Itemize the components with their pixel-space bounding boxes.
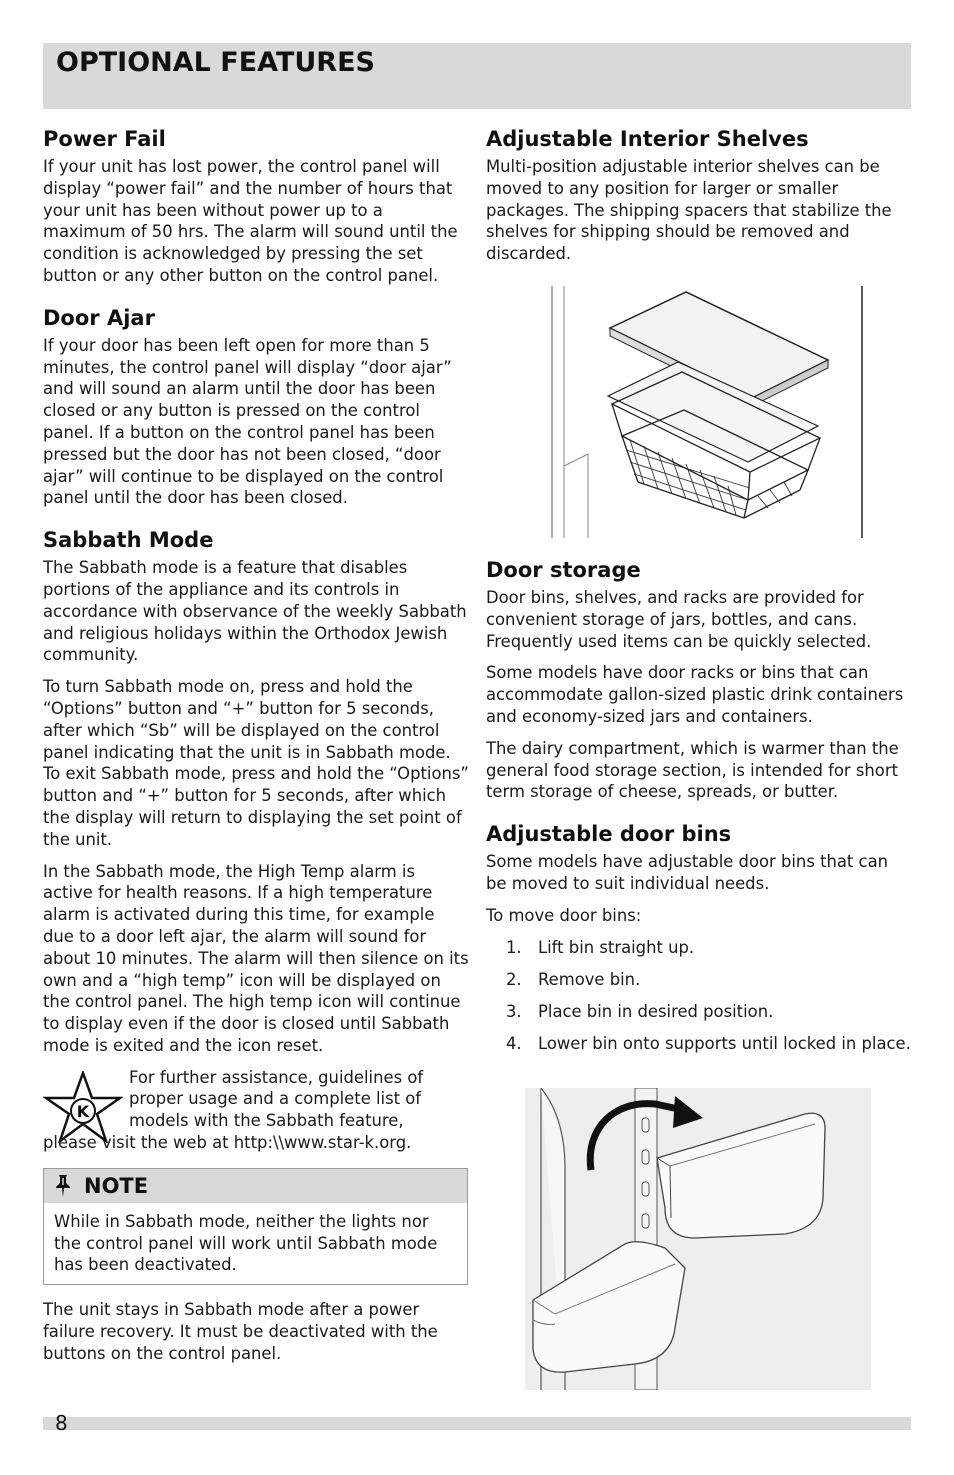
sabbath-p3: In the Sabbath mode, the High Temp alarm is active for health reasons. If a high temperature alarm is activated during this time, for example due to a door left ajar, the alarm will sound for about 10 minutes. The alarm will then silence on its own and a “high temp” icon will be displayed on the control panel. The high temp icon will continue to display even if the door is closed until Sabbath mode is exited and the icon reset. (43, 861, 469, 1055)
door-storage-p2: Some models have door racks or bins that can accommodate gallon-sized plastic drink containers and economy-sized jars and containers. (486, 663, 904, 726)
note-label: NOTE (84, 1173, 149, 1198)
right-column-lower (486, 553, 911, 1065)
list-item: 2. Remove bin. (506, 969, 641, 989)
shelves-illustration (548, 286, 864, 540)
star-k-letter: K (76, 1101, 90, 1121)
shelves-heading: Adjustable Interior Shelves (486, 127, 809, 151)
star-k-block (43, 1067, 469, 1154)
footer-bar (43, 1417, 911, 1430)
page-title: OPTIONAL FEATURES (56, 47, 375, 78)
list-item: 1. Lift bin straight up. (506, 937, 695, 957)
power-fail-body: If your unit has lost power, the control panel will display “power fail” and the number of hours that your unit has been without power up to a maximum of 50 hrs. The alarm will sound until the condition is acknowledged by pressing the set button or any other button on the control panel. (43, 157, 458, 285)
door-bins-p1: Some models have adjustable door bins that can be moved to suit individual needs. (486, 852, 889, 893)
pushpin-icon (54, 1174, 72, 1198)
header-bar (43, 43, 911, 109)
door-storage-p1: Door bins, shelves, and racks are provided for convenient storage of jars, bottles, and cans. Frequently used items can be quickly selected. (486, 588, 872, 651)
door-bins-illustration (525, 1088, 871, 1390)
right-column (486, 122, 911, 265)
note-box (43, 1168, 468, 1285)
list-item: 4. Lower bin onto supports until locked in place. (506, 1033, 911, 1053)
list-item: 3. Place bin in desired position. (506, 1001, 774, 1021)
left-column (43, 122, 469, 1365)
door-storage-heading: Door storage (486, 558, 641, 582)
door-bins-p2: To move door bins: (486, 905, 642, 925)
door-ajar-body: If your door has been left open for more than 5 minutes, the control panel will display “door ajar” and will sound an alarm until the door has been closed or any button is pressed on the control panel. If a button on the control panel has been pressed but the door has not been closed, “door ajar” will continue to be displayed on the control panel until the door has been closed. (43, 335, 452, 508)
note-header (44, 1169, 467, 1203)
page-number: 8 (55, 1411, 68, 1435)
door-bins-steps (486, 937, 911, 1055)
star-k-url-text: please visit the web at http:\\www.star-k.org. (43, 1133, 412, 1153)
sabbath-p1: The Sabbath mode is a feature that disables portions of the appliance and its controls in accordance with observance of the weekly Sabbath and religious holidays within the Orthodox Jewish community. (43, 558, 467, 665)
shelves-body: Multi-position adjustable interior shelves can be moved to any position for larger or smaller packages. The shipping spacers that stabilize the shelves for shipping should be removed and discarded. (486, 157, 892, 264)
sabbath-p2: To turn Sabbath mode on, press and hold the “Options” button and “+” button for 5 seconds, after which “Sb” will be displayed on the control panel indicating that the unit is in Sabbath mode. To exit Sabbath mode, press and hold the “Options” button and “+” button for 5 seconds, after which the display will return to displaying the set point of the unit. (43, 677, 469, 849)
power-fail-heading: Power Fail (43, 127, 166, 151)
door-ajar-heading: Door Ajar (43, 305, 155, 330)
note-body: While in Sabbath mode, neither the lights nor the control panel will work until Sabbath mode has been deactivated. (54, 1211, 438, 1275)
star-k-icon (43, 1071, 123, 1143)
after-note-text: The unit stays in Sabbath mode after a power failure recovery. It must be deactivated with the buttons on the control panel. (43, 1300, 438, 1363)
door-storage-p3: The dairy compartment, which is warmer than the general food storage section, is intended for short term storage of cheese, spreads, or butter. (486, 738, 899, 802)
star-k-text: For further assistance, guidelines of proper usage and a complete list of models with the Sabbath feature, (129, 1067, 424, 1131)
door-bins-heading: Adjustable door bins (486, 822, 732, 847)
sabbath-heading: Sabbath Mode (43, 528, 214, 553)
